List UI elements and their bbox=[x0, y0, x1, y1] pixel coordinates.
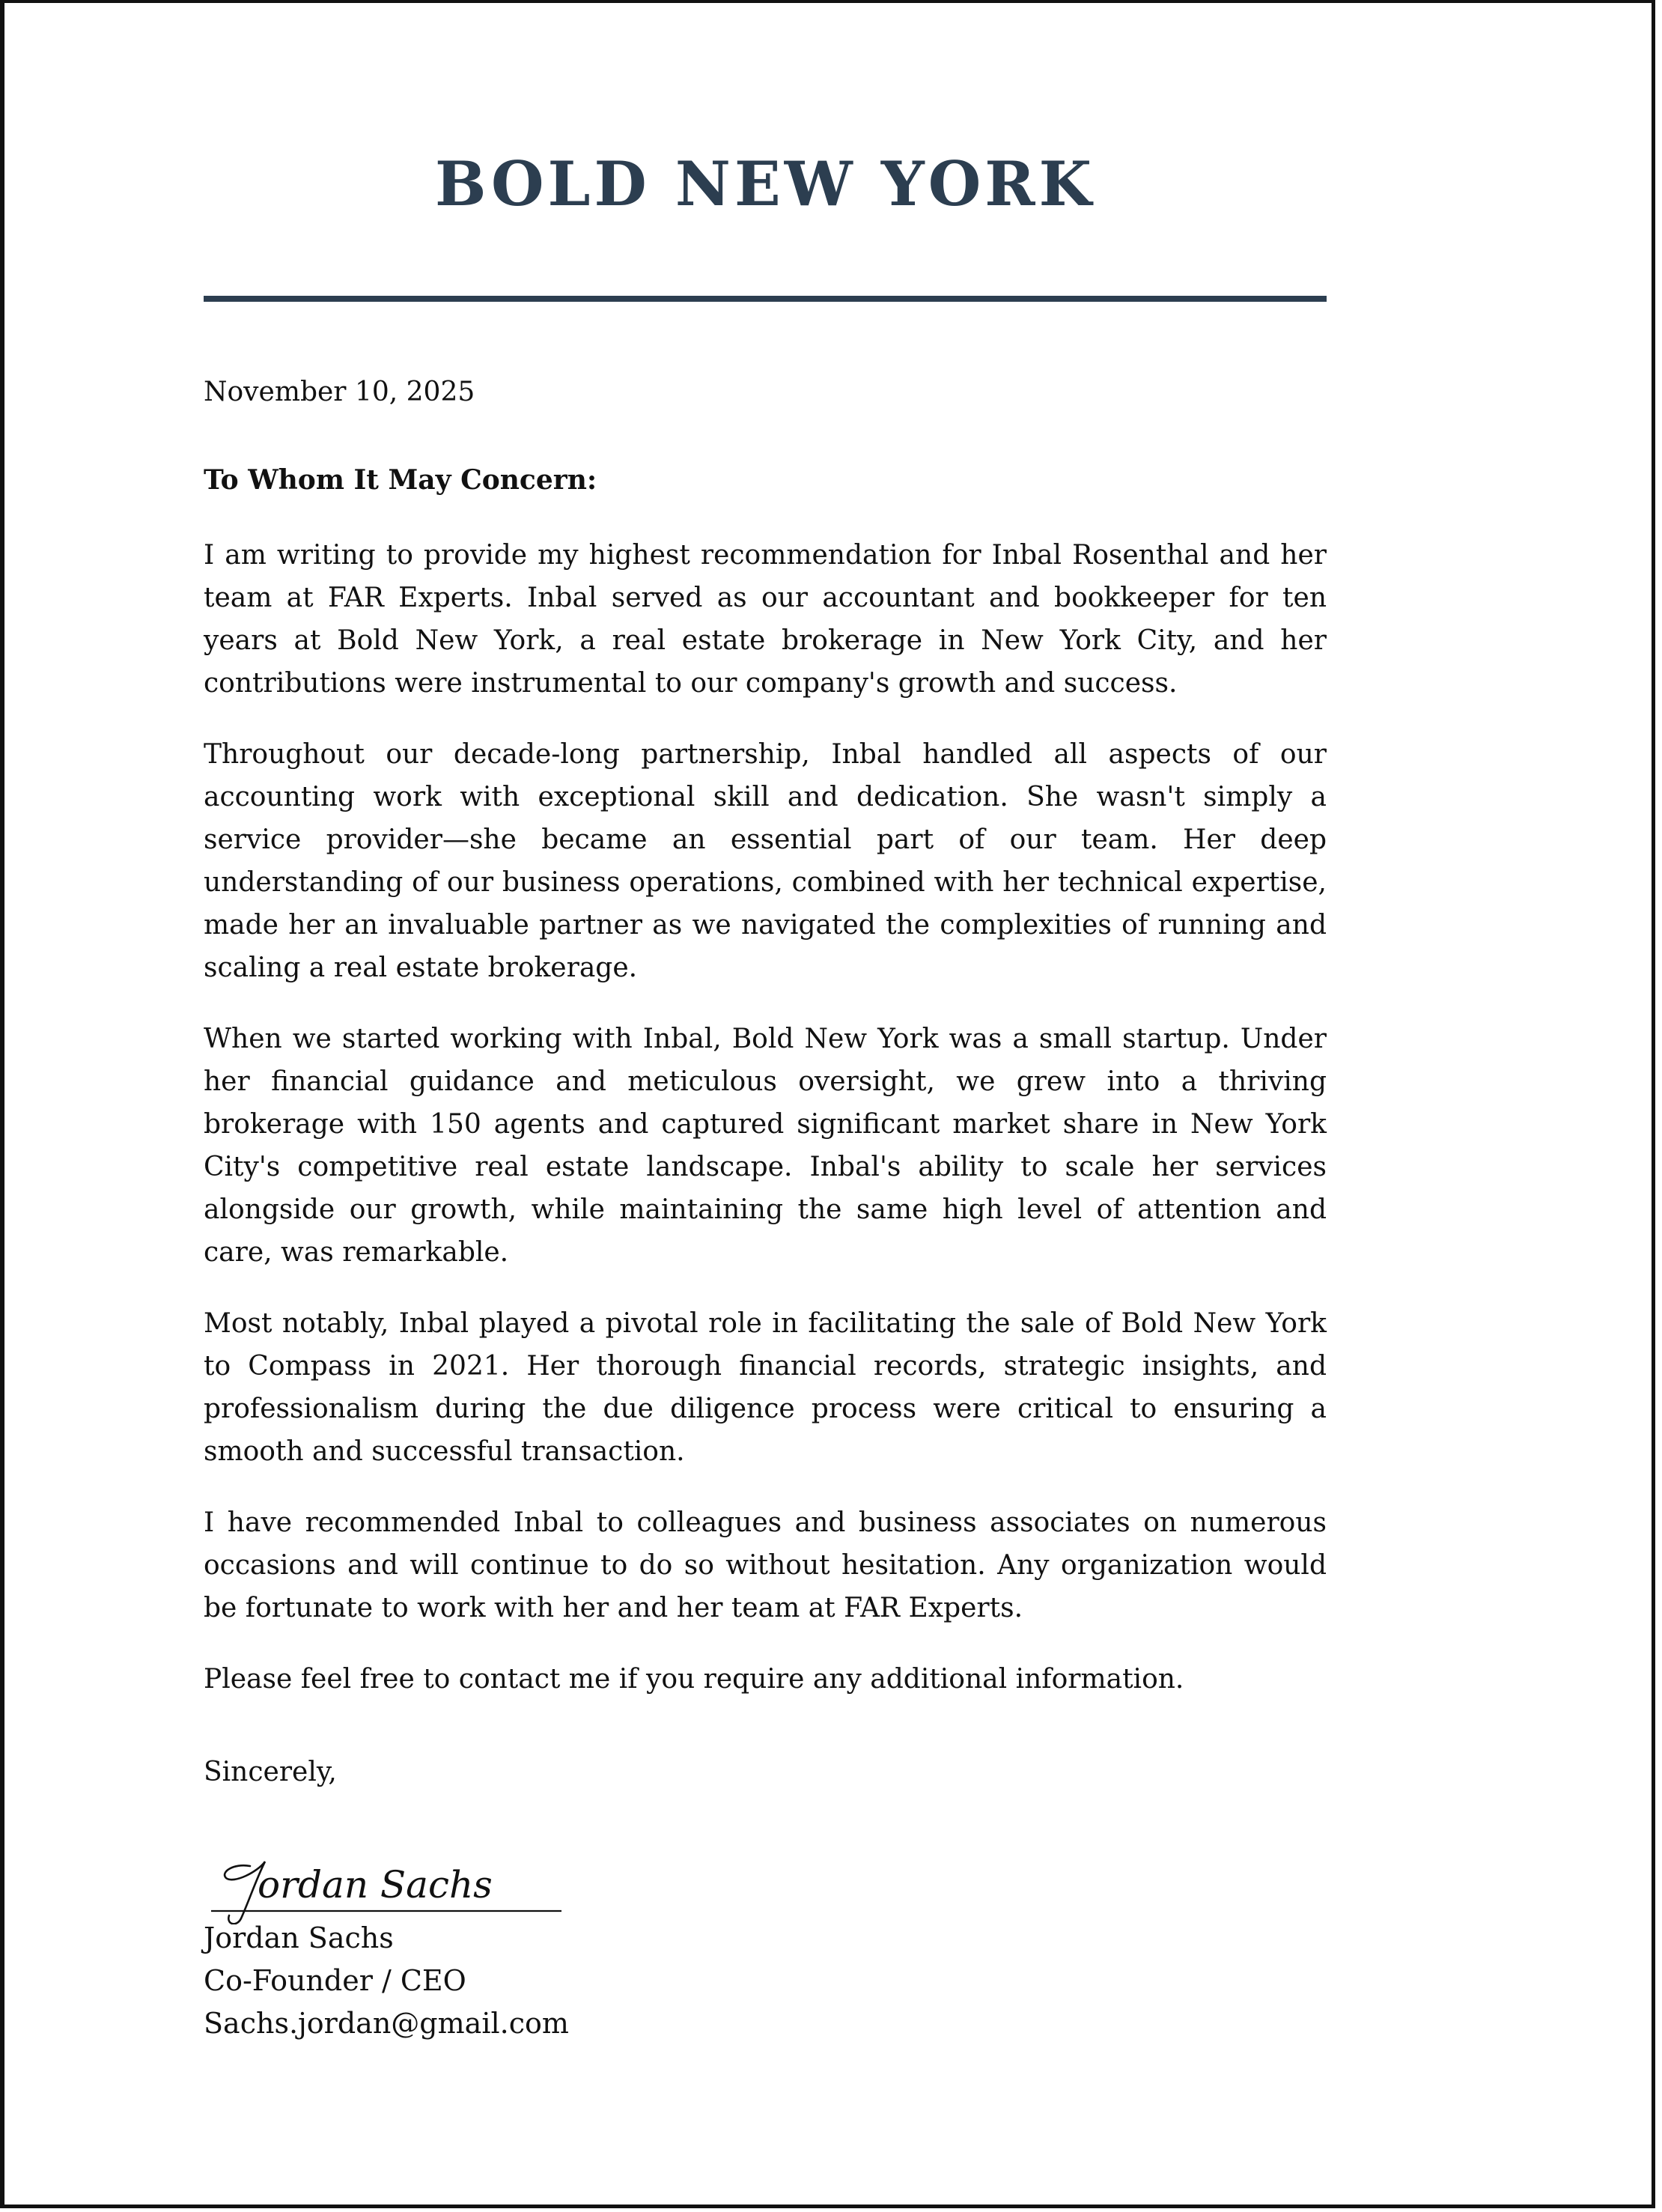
body-paragraph: Throughout our decade-long partnership, Inbal handled all aspects of our accounting work with exceptional skill and dedication. She wasn't simply a service provider—she became an essential part of our team. Her deep understanding of our business operations, combined with her technical expertise, made her an invaluable partner as we navigated the complexities of running and scaling a real estate brokerage. bbox=[204, 739, 1327, 983]
letter-closing: Sincerely, bbox=[204, 1757, 337, 1787]
signature-lettering: ordan Sachs bbox=[258, 1863, 493, 1906]
body-paragraph: Please feel free to contact me if you require any additional information. bbox=[204, 1664, 1184, 1695]
signature-block bbox=[204, 1917, 569, 2045]
body-paragraph: I have recommended Inbal to colleagues and business associates on numerous occasions and will continue to do so without hesitation. Any organization would be fortunate to work with her and her team at FAR Experts. bbox=[204, 1507, 1327, 1623]
body-paragraph: I am writing to provide my highest recommendation for Inbal Rosenthal and her team at FAR Experts. Inbal served as our accountant and bookkeeper for ten years at Bold New York, a real estate brokerage in New York City, and her contributions were instrumental to our company's growth and success. bbox=[204, 540, 1327, 699]
signer-name: Jordan Sachs bbox=[204, 1921, 394, 1954]
letter-date: November 10, 2025 bbox=[204, 377, 475, 407]
handwritten-signature bbox=[204, 1850, 563, 1924]
signer-title: Co-Founder / CEO bbox=[204, 1964, 466, 1997]
letterhead-divider bbox=[204, 296, 1327, 302]
letterhead-title: BOLD NEW YORK bbox=[435, 149, 1095, 220]
letter-salutation: To Whom It May Concern: bbox=[204, 464, 597, 496]
signer-email: Sachs.jordan@gmail.com bbox=[204, 2007, 569, 2040]
body-paragraph: When we started working with Inbal, Bold New York was a small startup. Under her financial guidance and meticulous oversight, we grew into a thriving brokerage with 150 agents and captured significant market share in New York City's competitive real estate landscape. Inbal's ability to scale her services alongside our growth, while maintaining the same high level of attention and care, was remarkable. bbox=[204, 1024, 1327, 1268]
body-paragraph: Most notably, Inbal played a pivotal role in facilitating the sale of Bold New York to Compass in 2021. Her thorough financial records, strategic insights, and professionalism during the due diligence process were critical to ensuring a smooth and successful transaction. bbox=[204, 1308, 1327, 1467]
letter-body bbox=[204, 534, 1327, 1729]
